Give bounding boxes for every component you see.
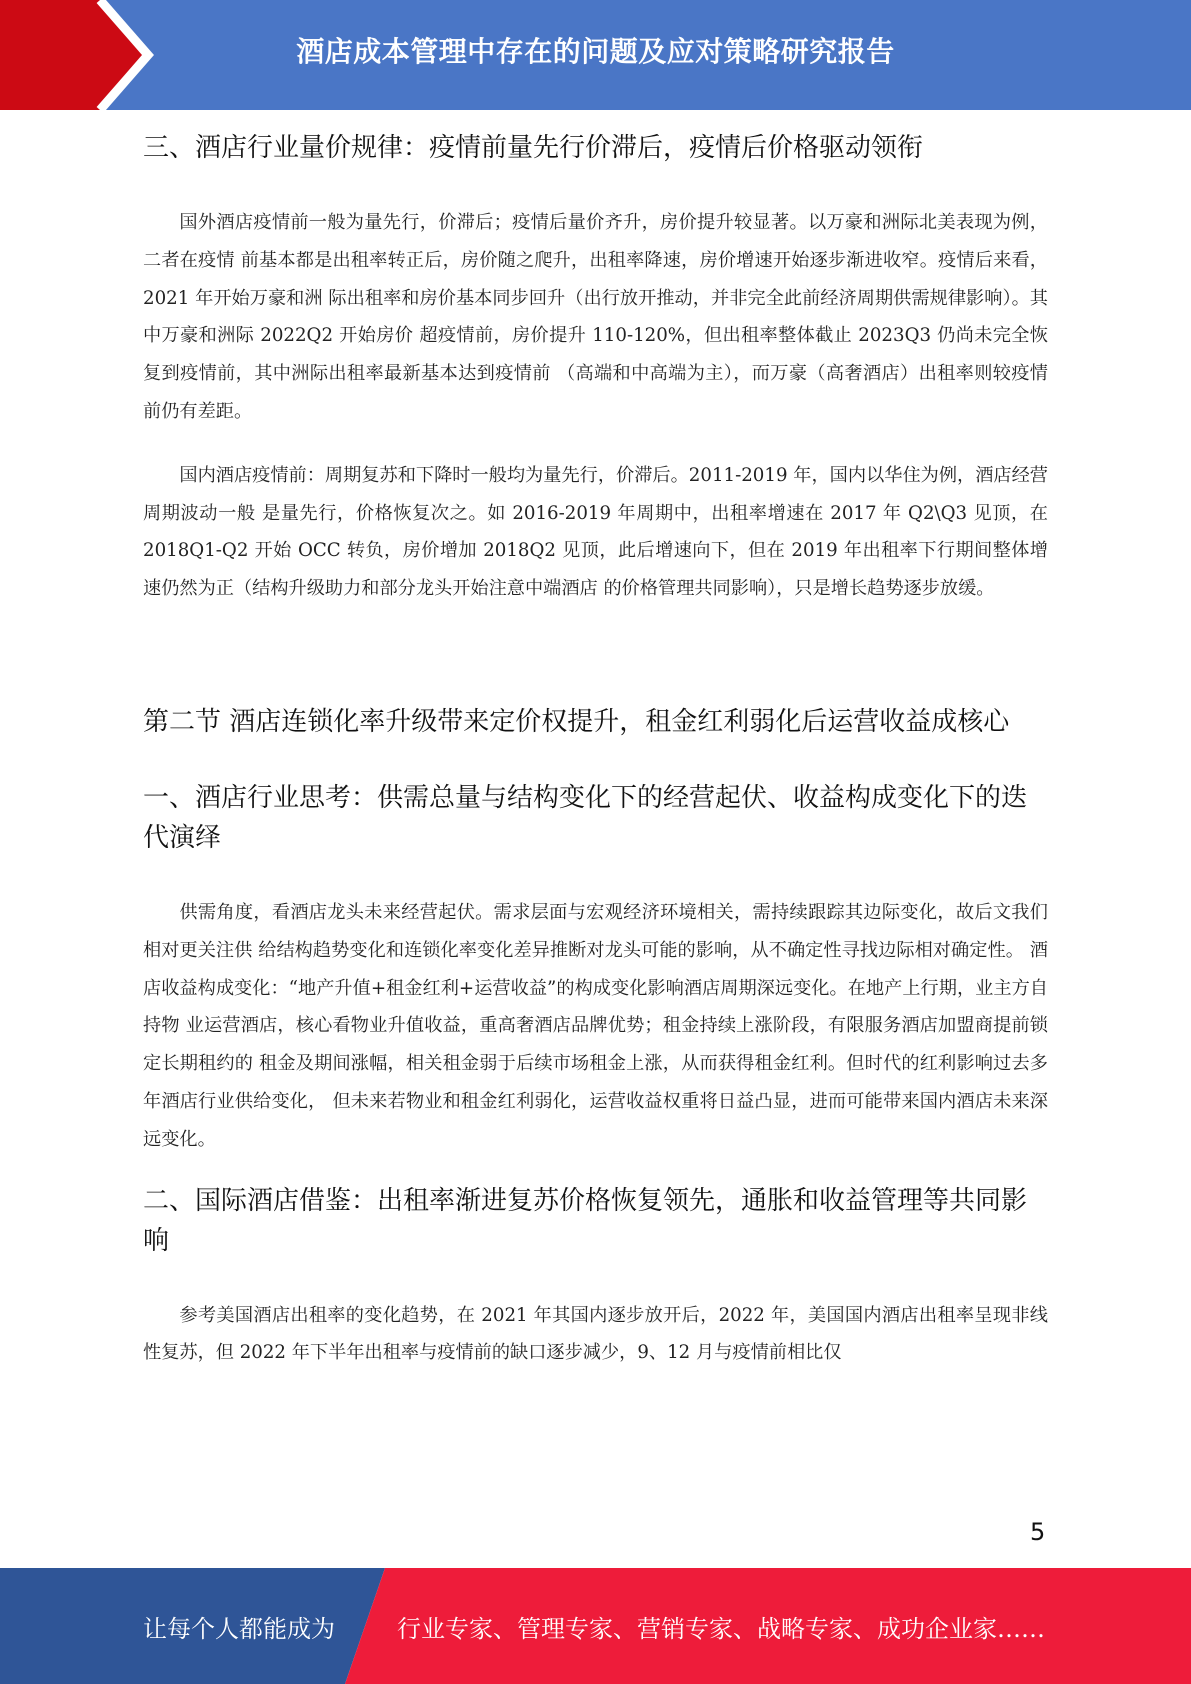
page-footer (0, 1568, 1191, 1684)
section-heading-1: 一、酒店行业思考：供需总量与结构变化下的经营起伏、收益构成变化下的迭代演绎 (143, 782, 1028, 853)
paragraph: 国内酒店疫情前：周期复苏和下降时一般均为量先行，价滞后。2011-2019 年，国内以华住为例，酒店经营周期波动一般 是量先行，价格恢复次之。如 2016-2019 年周期中，出租率增速在 2017 年 Q2\Q3 见顶，在 2018Q1-Q2 开始 OCC 转负，房价增加 2018Q2 见顶，此后增速向下，但在 2019 年出租率下行期间整体增速仍然为正（结构升级助力和部分龙头开始注意中端酒店 的价格管理共同影响），只是增长趋势逐步放缓。 (143, 464, 1048, 600)
header-title: 酒店成本管理中存在的问题及应对策略研究报告 (296, 35, 895, 68)
document-body (143, 120, 1048, 1372)
section-heading-3: 三、酒店行业量价规律：疫情前量先行价滞后，疫情后价格驱动领衔 (143, 133, 924, 163)
page-header (0, 0, 1191, 110)
page-number: 5 (1030, 1518, 1046, 1546)
footer-slogan-left: 让每个人都能成为 (143, 1614, 335, 1643)
paragraph: 参考美国酒店出租率的变化趋势，在 2021 年其国内逐步放开后，2022 年，美国国内酒店出租率呈现非线性复苏，但 2022 年下半年出租率与疫情前的缺口逐步减少，9、12 月与疫情前相比仅 (143, 1304, 1048, 1364)
paragraph: 国外酒店疫情前一般为量先行，价滞后；疫情后量价齐升，房价提升较显著。以万豪和洲际北美表现为例，二者在疫情 前基本都是出租率转正后，房价随之爬升，出租率降速，房价增速开始逐步渐进收窄。疫情后来看，2021 年开始万豪和洲 际出租率和房价基本同步回升（出行放开推动，并非完全此前经济周期供需规律影响）。其中万豪和洲际 2022Q2 开始房价 超疫情前，房价提升 110-120%，但出租率整体截止 2023Q3 仍尚未完全恢复到疫情前，其中洲际出租率最新基本达到疫情前 （高端和中高端为主），而万豪（高奢酒店）出租率则较疫情前仍有差距。 (143, 212, 1048, 422)
chapter-heading: 第二节 酒店连锁化率升级带来定价权提升，租金红利弱化后运营收益成核心 (143, 706, 1010, 737)
section-heading-2: 二、国际酒店借鉴：出租率渐进复苏价格恢复领先，通胀和收益管理等共同影响 (143, 1185, 1028, 1256)
paragraph: 供需角度，看酒店龙头未来经营起伏。需求层面与宏观经济环境相关，需持续跟踪其边际变化，故后文我们相对更关注供 给结构趋势变化和连锁化率变化差异推断对龙头可能的影响，从不确定性寻找边际相对确定性。 酒店收益构成变化：“地产升值+租金红利+运营收益”的构成变化影响酒店周期深远变化。在地产上行期，业主方自持物 业运营酒店，核心看物业升值收益，重高奢酒店品牌优势；租金持续上涨阶段，有限服务酒店加盟商提前锁定长期租约的 租金及期间涨幅，相关租金弱于后续市场租金上涨，从而获得租金红利。但时代的红利影响过去多年酒店行业供给变化， 但未来若物业和租金红利弱化，运营收益权重将日益凸显，进而可能带来国内酒店未来深远变化。 (143, 901, 1048, 1150)
footer-slogan-right: 行业专家、管理专家、营销专家、战略专家、成功企业家…… (397, 1614, 1045, 1643)
